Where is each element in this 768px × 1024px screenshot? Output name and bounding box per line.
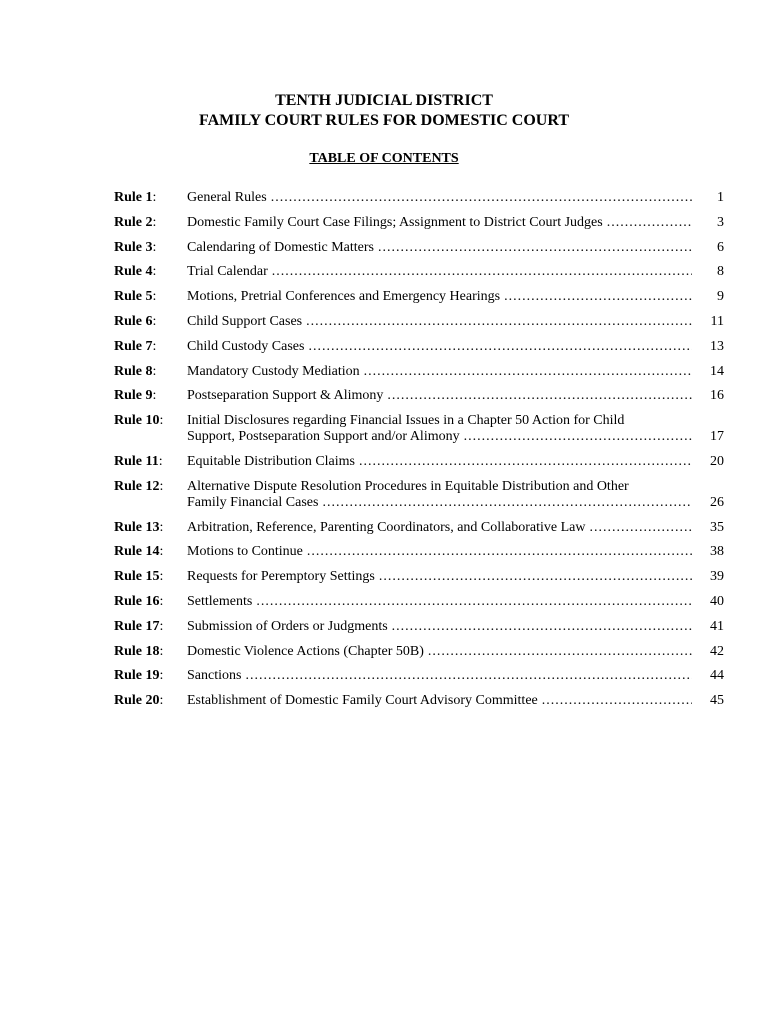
dot-leader: [379, 569, 692, 585]
toc-entry: [114, 668, 724, 684]
toc-rule-number: Rule 16: [114, 593, 160, 609]
dot-leader: [387, 388, 692, 404]
toc-rule-number: Rule 9: [114, 388, 153, 404]
dot-leader: [245, 668, 692, 684]
toc-rule-label: Rule 13:: [114, 519, 164, 535]
toc-entry-title: Postseparation Support & Alimony: [187, 388, 384, 404]
dot-leader: [378, 240, 692, 256]
toc-entry: [114, 264, 724, 280]
toc-rule-label: Rule 5:: [114, 289, 157, 305]
toc-entry: [114, 190, 724, 206]
toc-entry: [114, 569, 724, 585]
toc-rule-label: Rule 18:: [114, 643, 164, 659]
toc-entry-title: Alternative Dispute Resolution Procedures in Equitable Distribution and Other: [187, 478, 629, 494]
toc-entry: [114, 479, 724, 511]
toc-rule-label: Rule 2:: [114, 214, 157, 230]
toc-entry-title: Motions to Continue: [187, 544, 303, 560]
toc-entry-title: Child Support Cases: [187, 313, 303, 329]
toc-rule-number: Rule 6: [114, 313, 153, 329]
toc-rule-label: Rule 9:: [114, 388, 157, 404]
toc-page-number: 17: [710, 429, 724, 445]
toc-page-number: 6: [717, 239, 724, 255]
toc-rule-label: Rule 14:: [114, 544, 164, 560]
toc-page-number: 9: [717, 289, 724, 305]
dot-leader: [306, 314, 692, 330]
toc-entry: [114, 289, 724, 305]
document-title-line1: TENTH JUDICIAL DISTRICT: [275, 92, 493, 109]
toc-entry: [114, 339, 724, 355]
toc-page-number: 13: [710, 338, 724, 354]
toc-entry-title: Domestic Violence Actions (Chapter 50B): [187, 643, 424, 659]
toc-entry-title: Equitable Distribution Claims: [187, 453, 355, 469]
toc-rule-label: Rule 6:: [114, 313, 157, 329]
toc-rule-number: Rule 13: [114, 519, 160, 535]
dot-leader: [359, 454, 692, 470]
toc-rule-number: Rule 14: [114, 544, 160, 560]
toc-entry: [114, 413, 724, 445]
toc-entry: [114, 215, 724, 231]
toc-rule-label: Rule 3:: [114, 239, 157, 255]
toc-page-number: 45: [710, 693, 724, 709]
toc-entry-title: Mandatory Custody Mediation: [187, 363, 360, 379]
toc-entry: [114, 520, 724, 536]
toc-page-number: 20: [710, 453, 724, 469]
toc-rule-number: Rule 5: [114, 289, 153, 305]
toc-entry-title: Trial Calendar: [187, 264, 268, 280]
toc-rule-number: Rule 18: [114, 643, 160, 659]
toc-entry-title: Domestic Family Court Case Filings; Assignment to District Court Judges: [187, 214, 603, 230]
dot-leader: [308, 339, 692, 355]
toc-page-number: 14: [710, 363, 724, 379]
toc-entry: [114, 544, 724, 560]
toc-rule-number: Rule 2: [114, 214, 153, 230]
toc-rule-number: Rule 20: [114, 693, 160, 709]
toc-entry-title: Arbitration, Reference, Parenting Coordinators, and Collaborative Law: [187, 519, 586, 535]
toc-entry-title: Requests for Peremptory Settings: [187, 569, 375, 585]
toc-page-number: 11: [710, 313, 724, 329]
dot-leader: [428, 644, 692, 660]
toc-rule-number: Rule 1: [114, 190, 153, 205]
toc-page-number: 8: [717, 264, 724, 280]
dot-leader: [322, 495, 692, 511]
table-of-contents: [114, 190, 724, 718]
toc-heading: TABLE OF CONTENTS: [309, 151, 459, 166]
toc-entry: [114, 240, 724, 256]
toc-entry-title: Motions, Pretrial Conferences and Emergency Hearings: [187, 289, 501, 305]
toc-page-number: 38: [710, 544, 724, 560]
dot-leader: [256, 594, 692, 610]
toc-rule-label: Rule 1:: [114, 190, 157, 205]
dot-leader: [504, 289, 692, 305]
toc-page-number: 26: [710, 494, 724, 510]
toc-rule-number: Rule 17: [114, 618, 160, 634]
dot-leader: [607, 215, 692, 231]
toc-entry-title: Child Custody Cases: [187, 338, 305, 354]
toc-rule-label: Rule 20:: [114, 693, 164, 709]
toc-page-number: 42: [710, 643, 724, 659]
toc-entry-title: Establishment of Domestic Family Court Advisory Committee: [187, 693, 538, 709]
toc-entry: [114, 364, 724, 380]
toc-entry: [114, 454, 724, 470]
toc-rule-number: Rule 11: [114, 453, 159, 469]
toc-rule-label: Rule 15:: [114, 569, 164, 585]
toc-rule-label: Rule 11:: [114, 453, 163, 469]
toc-page-number: 1: [717, 190, 724, 205]
dot-leader: [307, 544, 692, 560]
toc-rule-number: Rule 10: [114, 413, 160, 429]
toc-rule-label: Rule 8:: [114, 363, 157, 379]
dot-leader: [364, 364, 692, 380]
dot-leader: [272, 264, 692, 280]
toc-entry-title: Initial Disclosures regarding Financial Issues in a Chapter 50 Action for Child: [187, 413, 625, 429]
toc-rule-number: Rule 19: [114, 668, 160, 684]
toc-page-number: 3: [717, 214, 724, 230]
toc-page-number: 35: [710, 519, 724, 535]
toc-entry-title: Settlements: [187, 593, 253, 609]
toc-entry: [114, 314, 724, 330]
toc-entry: [114, 693, 724, 709]
toc-page-number: 44: [710, 668, 724, 684]
dot-leader: [392, 619, 692, 635]
toc-entry-title: Calendaring of Domestic Matters: [187, 239, 375, 255]
toc-rule-label: Rule 10:: [114, 413, 164, 429]
toc-page-number: 41: [710, 618, 724, 634]
toc-page-number: 40: [710, 593, 724, 609]
toc-entry-title: Submission of Orders or Judgments: [187, 618, 388, 634]
toc-entry: [114, 644, 724, 660]
toc-page-number: 16: [710, 388, 724, 404]
toc-rule-number: Rule 12: [114, 478, 160, 494]
toc-rule-label: Rule 16:: [114, 593, 164, 609]
toc-entry-title: General Rules: [187, 190, 267, 205]
toc-rule-number: Rule 15: [114, 569, 160, 585]
toc-entry: [114, 619, 724, 635]
toc-entry-title: Family Financial Cases: [187, 494, 319, 510]
toc-rule-label: Rule 7:: [114, 338, 157, 354]
toc-rule-label: Rule 4:: [114, 264, 157, 280]
dot-leader: [590, 520, 693, 536]
toc-rule-number: Rule 4: [114, 264, 153, 280]
document-title-line2: FAMILY COURT RULES FOR DOMESTIC COURT: [198, 112, 570, 129]
toc-rule-label: Rule 12:: [114, 478, 164, 494]
dot-leader: [542, 693, 692, 709]
dot-leader: [464, 429, 692, 445]
toc-rule-label: Rule 17:: [114, 618, 164, 634]
toc-rule-number: Rule 7: [114, 338, 153, 354]
toc-rule-number: Rule 3: [114, 239, 153, 255]
toc-rule-number: Rule 8: [114, 363, 153, 379]
toc-entry-title: Support, Postseparation Support and/or Alimony: [187, 429, 460, 445]
toc-page-number: 39: [710, 569, 724, 585]
toc-entry: [114, 594, 724, 610]
toc-entry-title: Sanctions: [187, 668, 242, 684]
dot-leader: [271, 190, 692, 206]
toc-rule-label: Rule 19:: [114, 668, 164, 684]
toc-entry: [114, 388, 724, 404]
